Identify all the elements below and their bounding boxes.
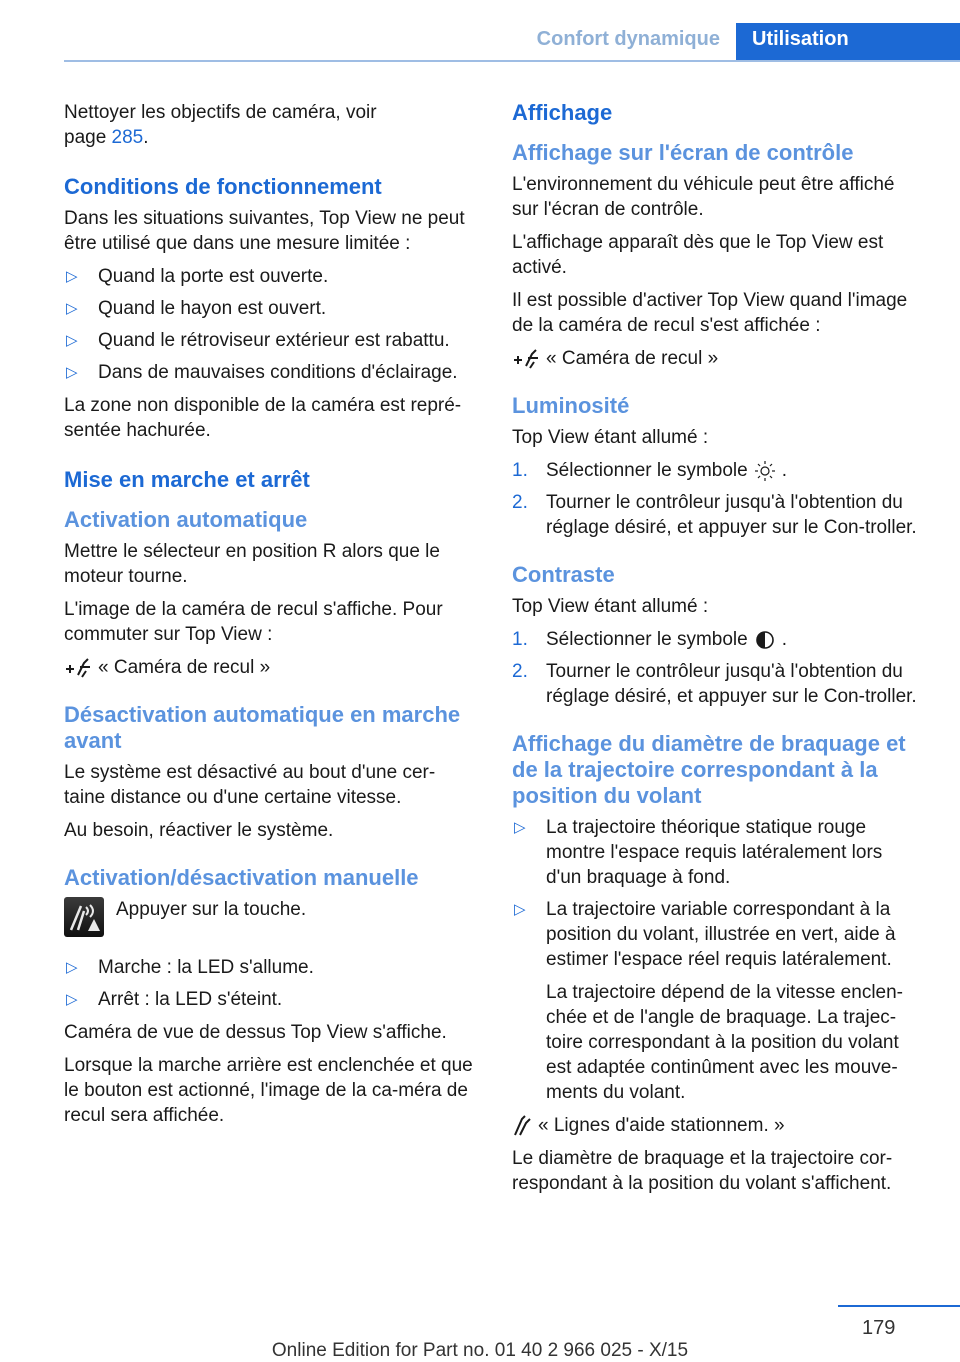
heading-contraste: Contraste bbox=[512, 562, 615, 587]
heading-activation-manuelle: Activation/désactivation manuelle bbox=[64, 865, 419, 890]
intro-text: Nettoyer les objectifs de caméra, voir bbox=[64, 102, 377, 123]
list-item-text: Quand la porte est ouverte. bbox=[98, 266, 329, 287]
activation-paragraph-2: L'image de la caméra de recul s'affiche. Pour commuter sur Top View : bbox=[64, 599, 443, 645]
contraste-steps bbox=[512, 627, 922, 709]
menu-lignes-aide bbox=[512, 1113, 922, 1138]
button-instruction bbox=[64, 897, 476, 943]
list-item bbox=[64, 296, 476, 321]
menu-lignes-label: « Lignes d'aide stationnem. » bbox=[538, 1115, 785, 1136]
list-item bbox=[512, 897, 922, 1105]
menu-camera-recul-right bbox=[512, 346, 922, 371]
list-item-text: La trajectoire théorique statique rouge montre l'espace requis latéralement lors d'un braquage à fond. bbox=[546, 817, 883, 888]
camera-parking-icon bbox=[512, 348, 540, 370]
heading-affichage-ecran: Affichage sur l'écran de contrôle bbox=[512, 140, 854, 165]
heading-conditions: Conditions de fonctionnement bbox=[64, 174, 382, 199]
intro-page-text: page bbox=[64, 127, 112, 148]
triangle-bullet-icon: ▷ bbox=[66, 268, 78, 285]
zone-paragraph: La zone non disponible de la caméra est repré-sentée hachurée. bbox=[64, 395, 462, 441]
list-item bbox=[512, 458, 922, 483]
contrast-icon bbox=[754, 629, 776, 651]
list-item bbox=[64, 264, 476, 289]
step-number: 1. bbox=[512, 460, 528, 481]
chapter-tab: Utilisation bbox=[736, 23, 960, 61]
contraste-paragraph: Top View étant allumé : bbox=[512, 596, 709, 617]
step-text: Tourner le contrôleur jusqu'à l'obtention du réglage désiré, et appuyer sur le Con-troller. bbox=[546, 661, 917, 707]
step-suffix: . bbox=[781, 460, 787, 481]
list-item-subtext: La trajectoire dépend de la vitesse enclen-chée et de l'angle de braquage. La trajec-toire correspondant à la position du volant est adaptée continûment avec les mouve-ments du volant. bbox=[546, 982, 904, 1103]
step-text: Tourner le contrôleur jusqu'à l'obtention du réglage désiré, et appuyer sur le Con-troller. bbox=[546, 492, 917, 538]
display-paragraph: L'affichage apparaît dès que le Top View est activé. bbox=[512, 232, 884, 278]
trajectoire-list bbox=[512, 815, 922, 1105]
header-rule bbox=[64, 60, 960, 62]
triangle-bullet-icon: ▷ bbox=[66, 991, 78, 1008]
footer-rule bbox=[838, 1305, 960, 1307]
intro-paragraph bbox=[64, 100, 476, 150]
triangle-bullet-icon: ▷ bbox=[66, 300, 78, 317]
left-column bbox=[64, 100, 476, 1136]
list-item-text: Arrêt : la LED s'éteint. bbox=[98, 989, 283, 1010]
list-item-text: Quand le hayon est ouvert. bbox=[98, 298, 327, 319]
step-text: Sélectionner le symbole bbox=[546, 629, 748, 650]
step-number: 2. bbox=[512, 492, 528, 513]
list-item-text: Quand le rétroviseur extérieur est rabattu. bbox=[98, 330, 450, 351]
parking-lines-icon bbox=[512, 1115, 534, 1137]
menu-camera-label: « Caméra de recul » bbox=[98, 657, 271, 678]
reverse-paragraph: Lorsque la marche arrière est enclenchée et que le bouton est actionné, l'image de la ca-méra de recul sera affichée. bbox=[64, 1055, 473, 1126]
page-link[interactable]: 285 bbox=[111, 127, 144, 148]
list-item bbox=[64, 360, 476, 385]
heading-luminosite: Luminosité bbox=[512, 393, 630, 418]
step-number: 2. bbox=[512, 661, 528, 682]
list-item-text: Dans de mauvaises conditions d'éclairage. bbox=[98, 362, 458, 383]
luminosite-paragraph: Top View étant allumé : bbox=[512, 427, 709, 448]
triangle-bullet-icon: ▷ bbox=[66, 332, 78, 349]
edition-footer: Online Edition for Part no. 01 40 2 966 025 - X/15 bbox=[271, 1340, 689, 1361]
triangle-bullet-icon: ▷ bbox=[66, 959, 78, 976]
environment-paragraph: L'environnement du véhicule peut être affiché sur l'écran de contrôle. bbox=[512, 174, 895, 220]
right-column bbox=[512, 100, 922, 1204]
heading-diametre-braquage: Affichage du diamètre de braquage et de la trajectoire correspondant à la position du volant bbox=[512, 731, 906, 808]
luminosite-steps bbox=[512, 458, 922, 540]
list-item bbox=[512, 627, 922, 652]
conditions-paragraph: Dans les situations suivantes, Top View ne peut être utilisé que dans une mesure limitée : bbox=[64, 208, 465, 254]
intro-period: . bbox=[143, 127, 149, 148]
list-item bbox=[64, 328, 476, 353]
park-distance-button-icon bbox=[64, 897, 104, 937]
triangle-bullet-icon: ▷ bbox=[514, 901, 526, 918]
heading-activation-auto: Activation automatique bbox=[64, 507, 308, 532]
conditions-list bbox=[64, 264, 476, 385]
step-text: Sélectionner le symbole bbox=[546, 460, 748, 481]
triangle-bullet-icon: ▷ bbox=[66, 364, 78, 381]
chapter-section-title: Confort dynamique bbox=[536, 28, 720, 50]
desactivation-paragraph-2: Au besoin, réactiver le système. bbox=[64, 820, 334, 841]
page-number: 179 bbox=[862, 1317, 896, 1339]
step-number: 1. bbox=[512, 629, 528, 650]
button-instruction-text: Appuyer sur la touche. bbox=[116, 899, 307, 920]
brightness-icon bbox=[754, 460, 776, 482]
heading-affichage: Affichage bbox=[512, 100, 613, 125]
list-item bbox=[64, 987, 476, 1012]
menu-camera-recul bbox=[64, 655, 476, 680]
heading-desactivation-auto: Désactivation automatique en marche avant bbox=[64, 702, 461, 753]
list-item-text: Marche : la LED s'allume. bbox=[98, 957, 314, 978]
step-suffix: . bbox=[781, 629, 787, 650]
camera-view-paragraph: Caméra de vue de dessus Top View s'affiche. bbox=[64, 1022, 447, 1043]
list-item bbox=[512, 490, 922, 540]
page-header bbox=[0, 0, 960, 62]
final-paragraph: Le diamètre de braquage et la trajectoire cor-respondant à la position du volant s'affichent. bbox=[512, 1148, 893, 1194]
heading-mise-en-marche: Mise en marche et arrêt bbox=[64, 467, 310, 492]
led-states-list bbox=[64, 955, 476, 1012]
list-item bbox=[64, 955, 476, 980]
list-item-text: La trajectoire variable correspondant à la position du volant, illustrée en vert, aide à estimer l'espace réel requis latéralement. bbox=[546, 899, 896, 970]
desactivation-paragraph-1: Le système est désactivé au bout d'une cer-taine distance ou d'une certaine vitesse. bbox=[64, 762, 436, 808]
list-item bbox=[512, 815, 922, 890]
activation-paragraph-1: Mettre le sélecteur en position R alors que le moteur tourne. bbox=[64, 541, 440, 587]
possible-paragraph: Il est possible d'activer Top View quand l'image de la caméra de recul s'est affichée : bbox=[512, 290, 908, 336]
list-item bbox=[512, 659, 922, 709]
camera-parking-icon bbox=[64, 657, 92, 679]
triangle-bullet-icon: ▷ bbox=[514, 819, 526, 836]
menu-camera-label: « Caméra de recul » bbox=[546, 348, 719, 369]
